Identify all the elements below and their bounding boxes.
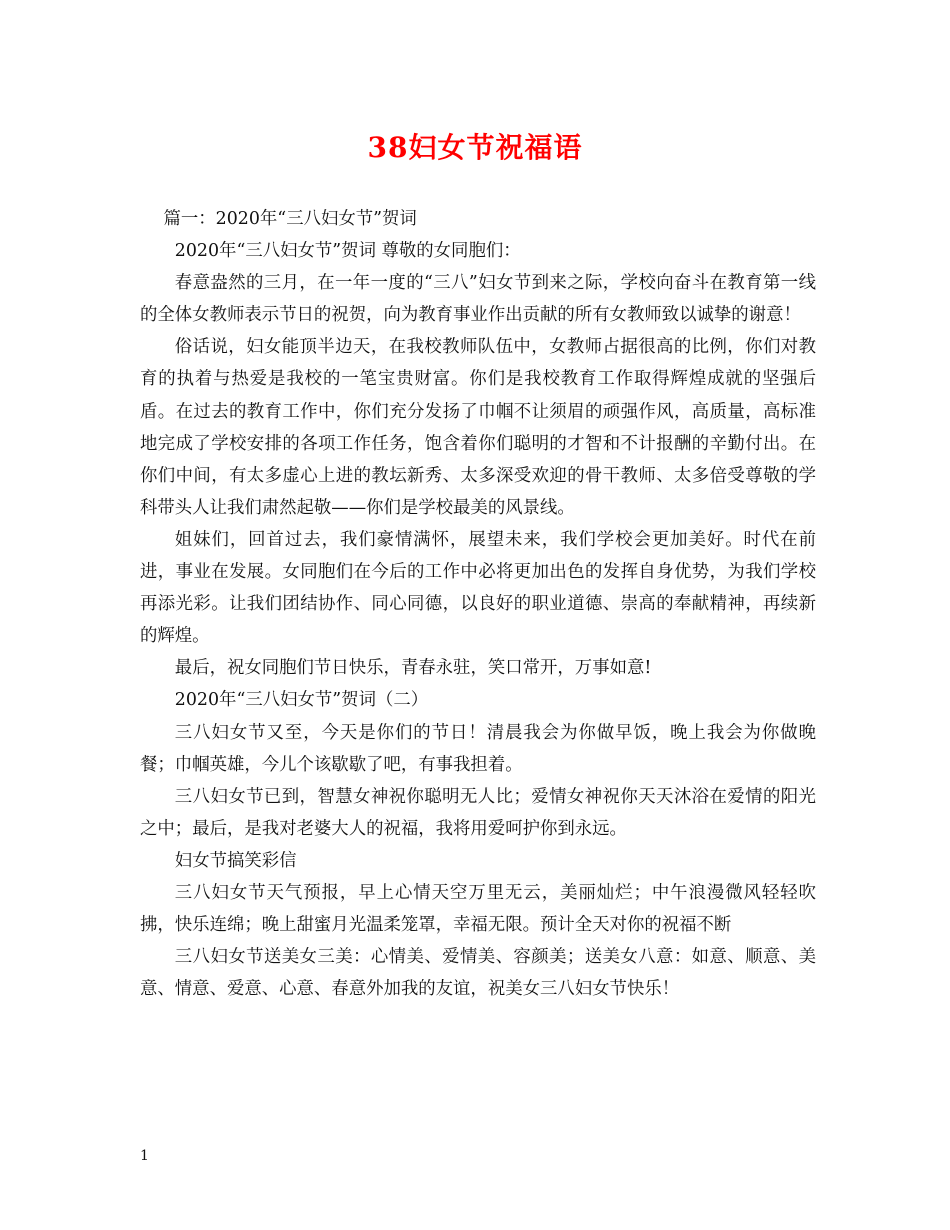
section-heading: 妇女节搞笑彩信: [174, 850, 297, 871]
paragraph: 俗话说，妇女能顶半边天，在我校教师队伍中，女教师占据很高的比例，你们对教育的执着与热爱是我校的一笔宝贵财富。你们是我校教育工作取得辉煌成就的坚强后盾。在过去的教育工作中，你们充分发扬了巾帼不让须眉的顽强作风，高质量，高标准地完成了学校安排的各项工作任务，饱含着你们聪明的才智和不计报酬的辛勤付出。在你们中间，有太多虚心上进的教坛新秀、太多深受欢迎的骨干教师、太多倍受尊敬的学科带头人让我们肃然起敬——你们是学校最美的风景线。: [140, 337, 816, 518]
paragraph: 姐妹们，回首过去，我们豪情满怀，展望未来，我们学校会更加美好。时代在前进，事业在发展。女同胞们在今后的工作中必将更加出色的发挥自身优势，为我们学校再添光彩。让我们团结协作、同心同德，以良好的职业道德、崇高的奉献精神，再续新的辉煌。: [140, 529, 816, 647]
section-heading: 篇一：2020年“三八妇女节”贺词: [163, 209, 417, 229]
document-title: 38妇女节祝福语: [367, 131, 583, 164]
document-body: [140, 203, 816, 1005]
paragraph: 三八妇女节已到，智慧女神祝你聪明无人比；爱情女神祝你天天沐浴在爱情的阳光之中；最后，是我对老婆大人的祝福，我将用爱呵护你到永远。: [140, 786, 816, 839]
paragraph: 最后，祝女同胞们节日快乐，青春永驻，笑口常开，万事如意!: [174, 658, 652, 679]
greeting-line: 2020年“三八妇女节”贺词 尊敬的女同胞们：: [174, 241, 521, 262]
section-heading: 2020年“三八妇女节”贺词（二）: [174, 690, 429, 711]
paragraph: 三八妇女节又至，今天是你们的节日！清晨我会为你做早饭，晚上我会为你做晚餐；巾帼英雄，今儿个该歇歇了吧，有事我担着。: [140, 722, 816, 775]
paragraph: 春意盎然的三月，在一年一度的“三八”妇女节到来之际，学校向奋斗在教育第一线的全体女教师表示节日的祝贺，向为教育事业作出贡献的所有女教师致以诚挚的谢意！: [140, 273, 816, 326]
paragraph: 三八妇女节天气预报，早上心情天空万里无云，美丽灿烂；中午浪漫微风轻轻吹拂，快乐连绵；晚上甜蜜月光温柔笼罩，幸福无限。预计全天对你的祝福不断: [140, 882, 816, 936]
page-number: 1: [140, 1148, 149, 1164]
paragraph: 三八妇女节送美女三美：心情美、爱情美、容颜美；送美女八意：如意、顺意、美意、情意、爱意、心意、春意外加我的友谊，祝美女三八妇女节快乐！: [140, 947, 816, 1000]
